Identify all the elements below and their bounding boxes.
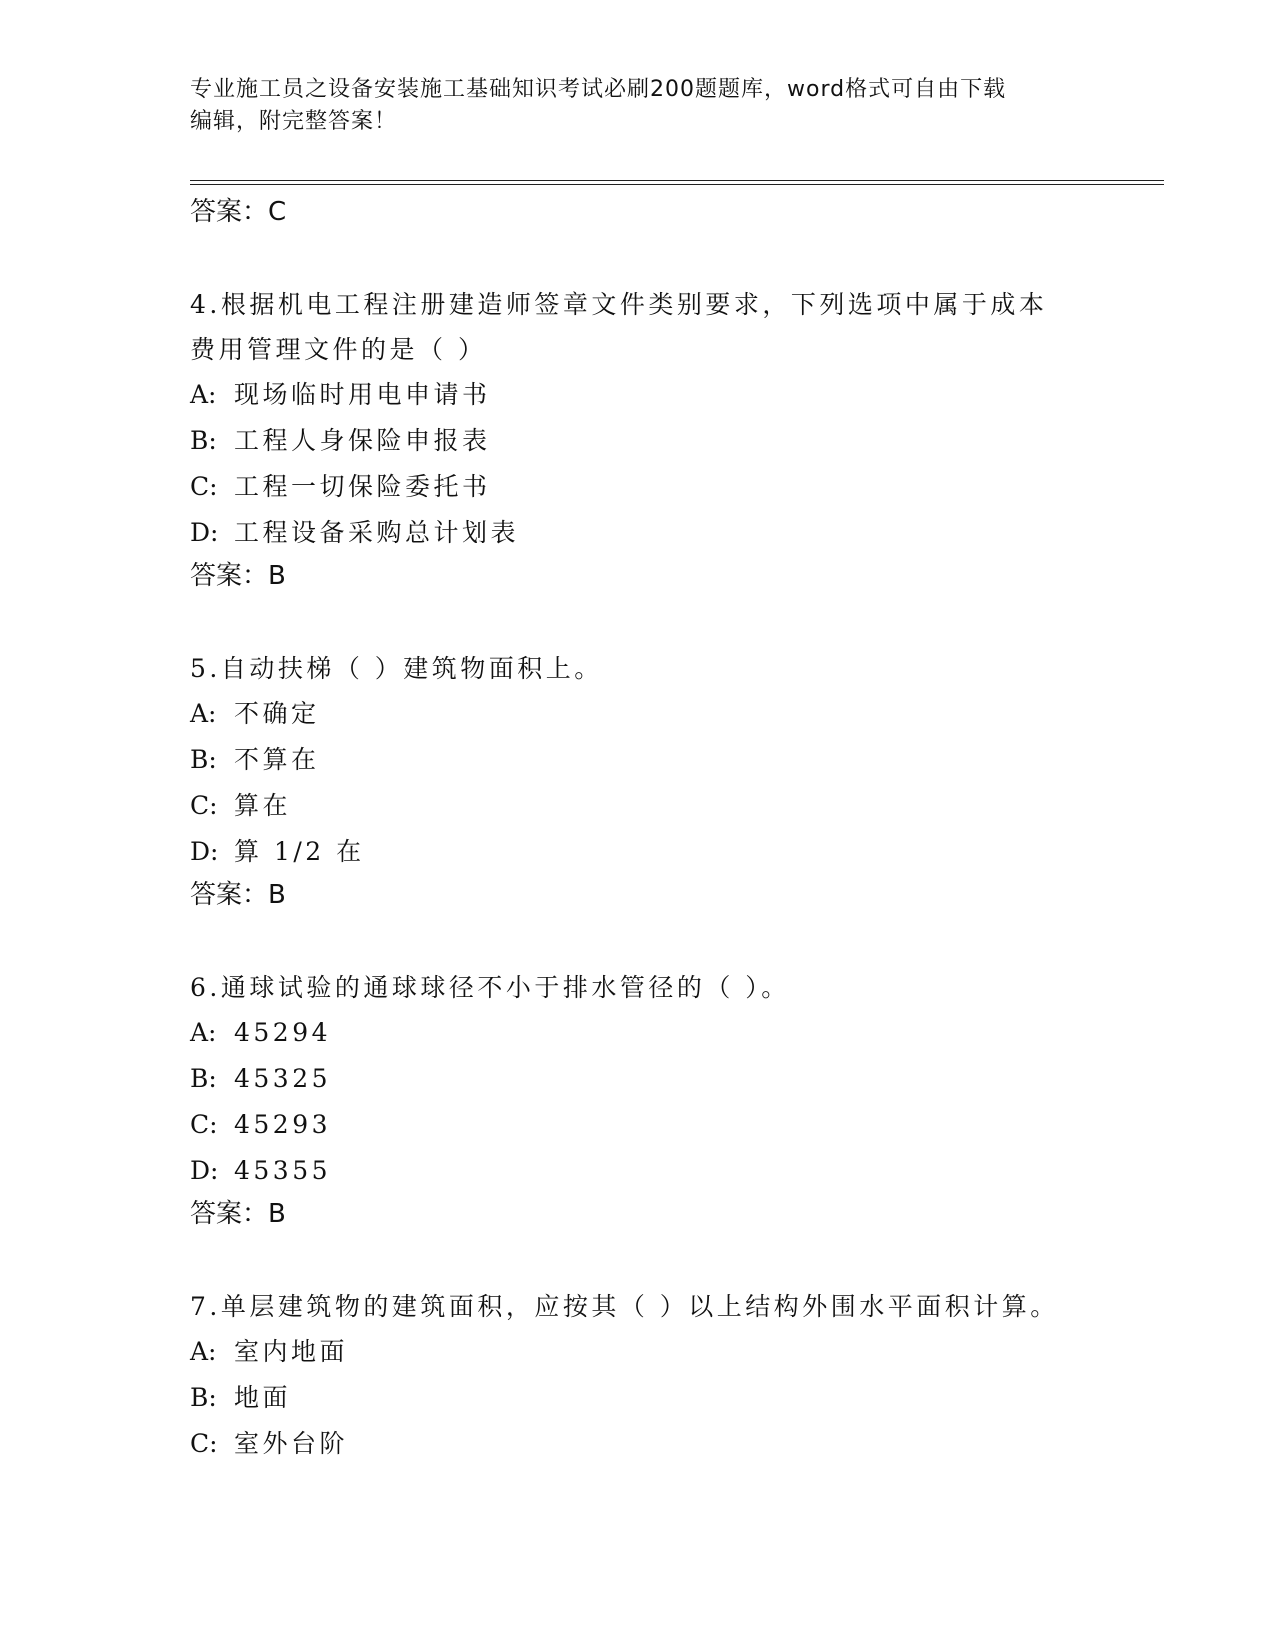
- option-text: 45294: [234, 1018, 332, 1047]
- option-c: [190, 464, 1090, 510]
- option-letter: C:: [190, 1110, 218, 1139]
- question-text: 6.通球试验的通球球径不小于排水管径的（ ）。: [190, 973, 790, 1002]
- option-b: [190, 1056, 1090, 1102]
- option-text: 算在: [234, 791, 292, 820]
- option-letter: A:: [190, 380, 217, 409]
- option-a: [190, 1329, 1090, 1375]
- answer-line: 答案：B: [190, 561, 286, 591]
- question-item: [190, 1284, 1090, 1467]
- option-letter: B:: [190, 745, 217, 774]
- option-b: [190, 737, 1090, 783]
- option-a: [190, 372, 1090, 418]
- option-text: 45293: [234, 1110, 332, 1139]
- option-letter: C:: [190, 472, 218, 501]
- option-a: [190, 1010, 1090, 1056]
- option-d: [190, 829, 1090, 875]
- option-letter: B:: [190, 426, 217, 455]
- option-text: 45325: [234, 1064, 332, 1093]
- question-text-continued: 费用管理文件的是（ ）: [190, 335, 487, 364]
- question-text: 4.根据机电工程注册建造师签章文件类别要求，下列选项中属于成本: [190, 290, 1048, 319]
- question-text: 5.自动扶梯（ ）建筑物面积上。: [190, 654, 603, 683]
- option-a: [190, 691, 1090, 737]
- option-text: 工程一切保险委托书: [234, 472, 491, 501]
- option-text: 工程设备采购总计划表: [234, 518, 520, 547]
- option-c: [190, 783, 1090, 829]
- option-letter: C:: [190, 791, 218, 820]
- question-item: [190, 965, 1090, 1234]
- option-text: 室外台阶: [234, 1429, 349, 1458]
- option-c: [190, 1421, 1090, 1467]
- option-d: [190, 1148, 1090, 1194]
- option-text: 45355: [234, 1156, 332, 1185]
- option-letter: A:: [190, 1337, 217, 1366]
- option-c: [190, 1102, 1090, 1148]
- answer-line: 答案：B: [190, 880, 286, 910]
- document-header: [190, 74, 1090, 138]
- document-body: [190, 192, 1090, 1467]
- question-item: [190, 646, 1090, 915]
- header-line-1: 专业施工员之设备安装施工基础知识考试必刷200题题库，word格式可自由下载: [190, 77, 1007, 102]
- option-letter: A:: [190, 699, 217, 728]
- option-letter: B:: [190, 1064, 217, 1093]
- header-divider-top: [190, 180, 1164, 181]
- option-letter: B:: [190, 1383, 217, 1412]
- option-text: 算 1/2 在: [234, 837, 365, 866]
- option-text: 地面: [234, 1383, 292, 1412]
- option-text: 现场临时用电申请书: [234, 380, 491, 409]
- option-letter: D:: [190, 837, 219, 866]
- option-b: [190, 1375, 1090, 1421]
- header-line-2: 编辑，附完整答案！: [190, 109, 398, 134]
- option-text: 工程人身保险申报表: [234, 426, 491, 455]
- question-item: [190, 282, 1090, 596]
- option-text: 不确定: [234, 699, 320, 728]
- option-letter: D:: [190, 1156, 219, 1185]
- answer-line: 答案：C: [190, 197, 287, 227]
- option-letter: A:: [190, 1018, 217, 1047]
- option-letter: C:: [190, 1429, 218, 1458]
- answer-line: 答案：B: [190, 1199, 286, 1229]
- option-text: 室内地面: [234, 1337, 349, 1366]
- header-divider-bottom: [190, 184, 1164, 185]
- option-b: [190, 418, 1090, 464]
- question-text: 7.单层建筑物的建筑面积，应按其（ ）以上结构外围水平面积计算。: [190, 1292, 1059, 1321]
- option-letter: D:: [190, 518, 219, 547]
- option-text: 不算在: [234, 745, 320, 774]
- option-d: [190, 510, 1090, 556]
